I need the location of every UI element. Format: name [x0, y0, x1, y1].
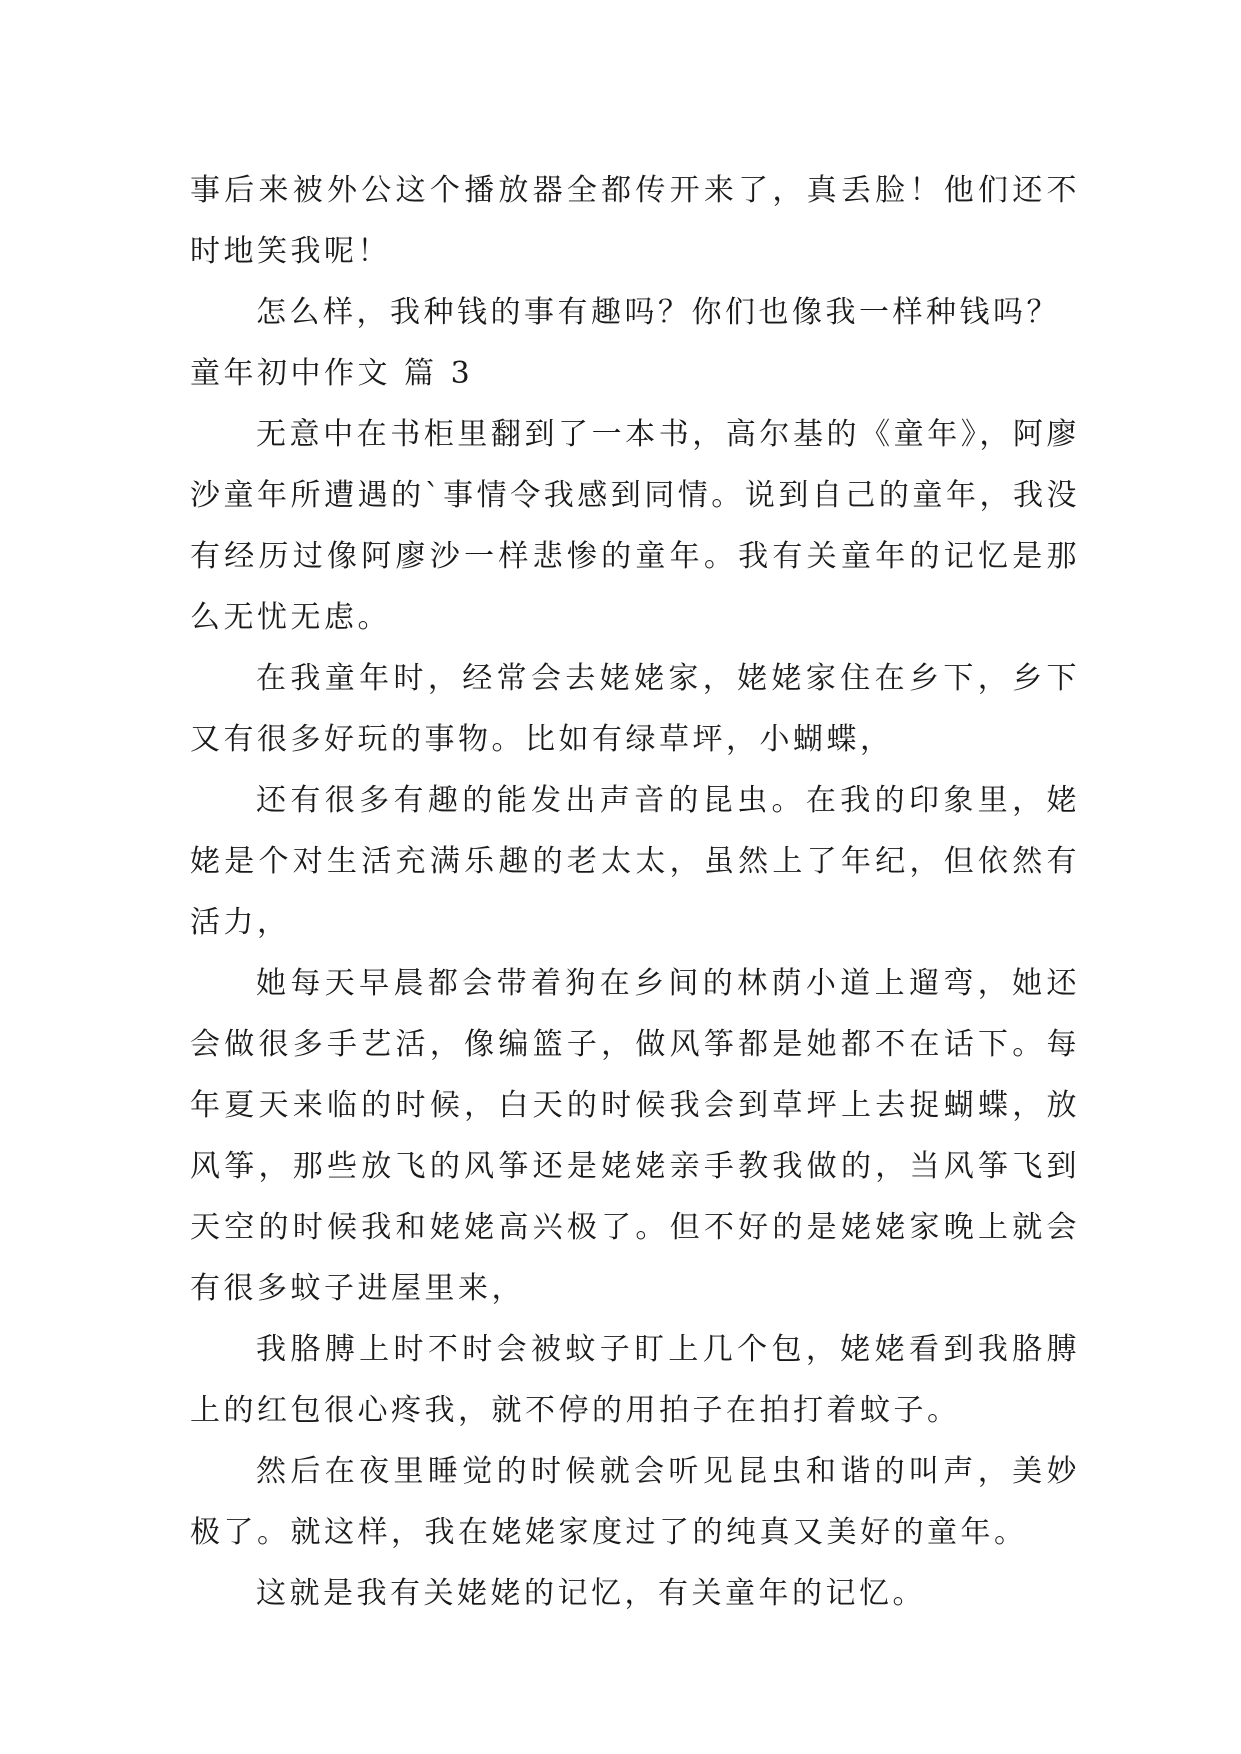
document-page	[190, 160, 1080, 1624]
section-heading: 童年初中作文 篇 3	[190, 356, 474, 391]
paragraph-9: 这就是我有关姥姥的记忆，有关童年的记忆。	[256, 1576, 926, 1611]
paragraph-1: 事后来被外公这个播放器全都传开来了，真丢脸！他们还不时地笑我呢！	[190, 173, 1080, 269]
paragraph-3: 无意中在书柜里翻到了一本书，高尔基的《童年》，阿廖沙童年所遭遇的`事情令我感到同情。说到自己的童年，我没有经历过像阿廖沙一样悲惨的童年。我有关童年的记忆是那么无忧无虑。	[190, 417, 1080, 635]
paragraph-6: 她每天早晨都会带着狗在乡间的林荫小道上遛弯，她还会做很多手艺活，像编篮子，做风筝都是她都不在话下。每年夏天来临的时候，白天的时候我会到草坪上去捉蝴蝶，放风筝，那些放飞的风筝还是姥姥亲手教我做的，当风筝飞到天空的时候我和姥姥高兴极了。但不好的是姥姥家晚上就会有很多蚊子进屋里来，	[190, 966, 1080, 1306]
paragraph-5: 还有很多有趣的能发出声音的昆虫。在我的印象里，姥姥是个对生活充满乐趣的老太太，虽然上了年纪，但依然有活力，	[190, 783, 1080, 940]
paragraph-4: 在我童年时，经常会去姥姥家，姥姥家住在乡下，乡下又有很多好玩的事物。比如有绿草坪，小蝴蝶，	[190, 661, 1080, 757]
paragraph-8: 然后在夜里睡觉的时候就会听见昆虫和谐的叫声，美妙极了。就这样，我在姥姥家度过了的纯真又美好的童年。	[190, 1454, 1080, 1550]
paragraph-7: 我胳膊上时不时会被蚊子盯上几个包，姥姥看到我胳膊上的红包很心疼我，就不停的用拍子在拍打着蚊子。	[190, 1332, 1080, 1428]
paragraph-2: 怎么样，我种钱的事有趣吗？你们也像我一样种钱吗？	[256, 295, 1060, 330]
